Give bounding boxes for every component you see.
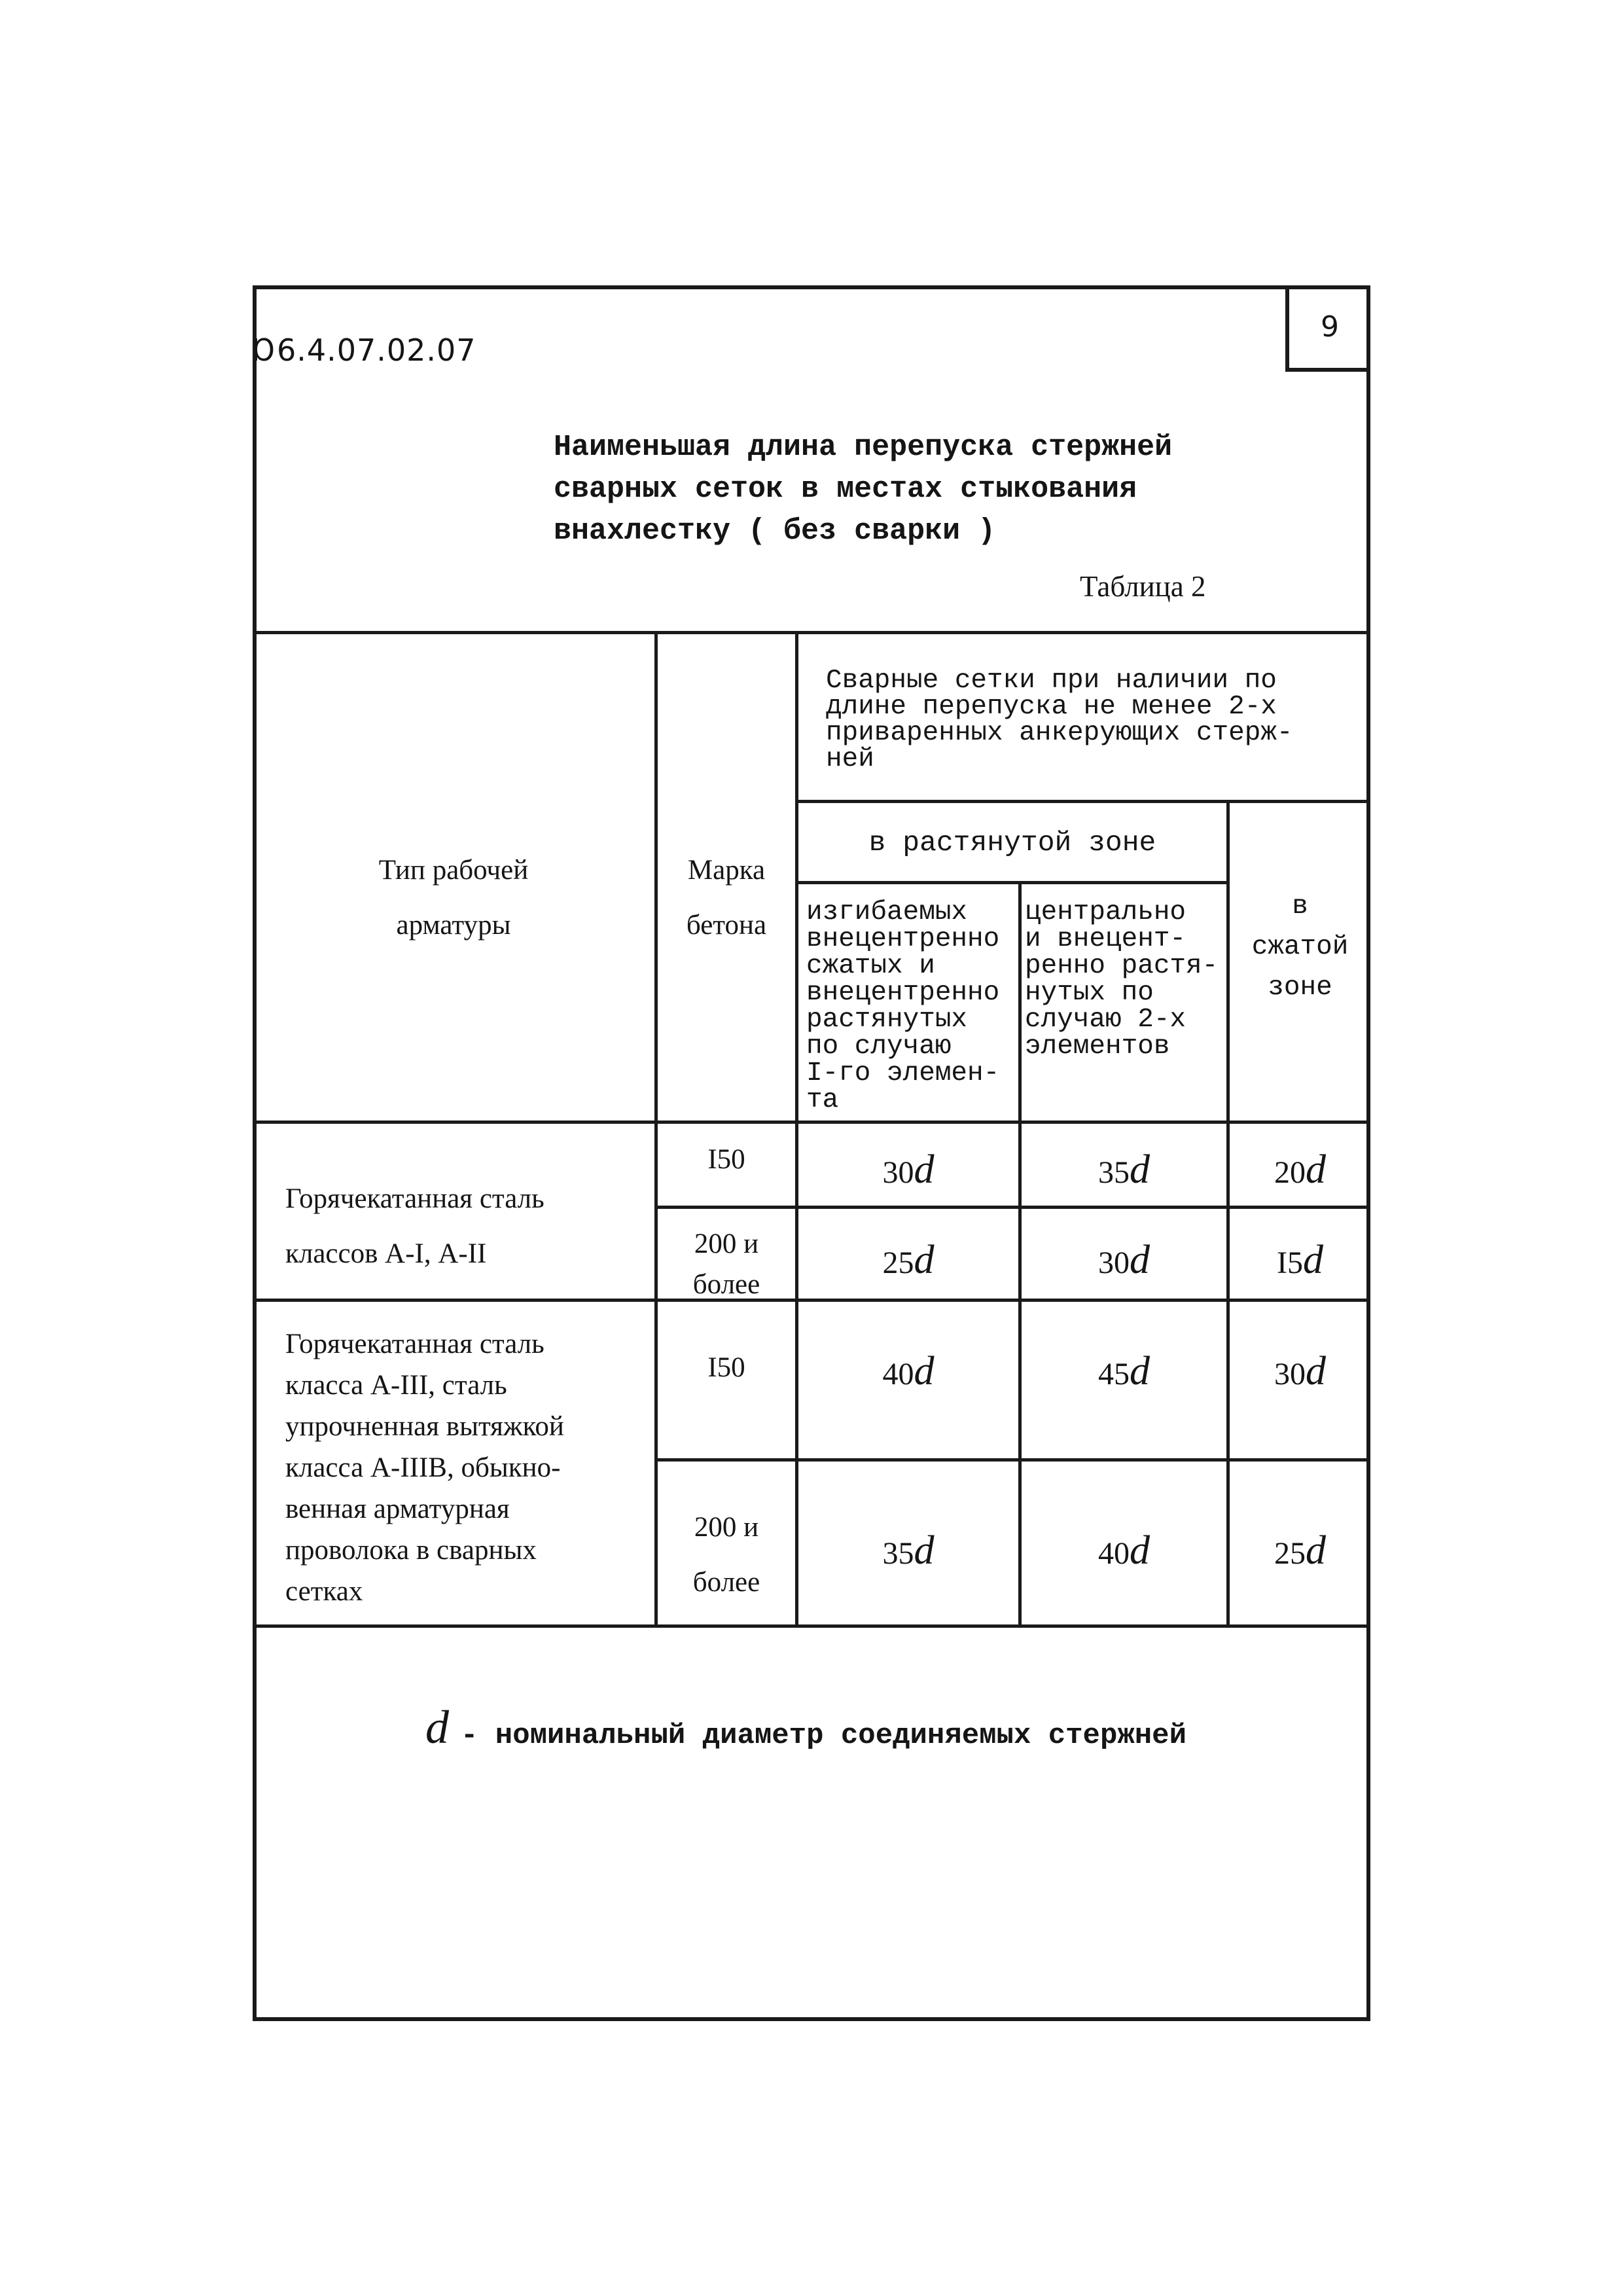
grid-line: [795, 631, 798, 1627]
diameter-symbol: d: [914, 1238, 935, 1282]
lap-length-value: 40: [882, 1357, 914, 1391]
lap-length-cell: [1022, 1147, 1226, 1193]
lap-length-cell: [1022, 1528, 1226, 1574]
grid-line: [654, 1458, 1370, 1462]
diameter-symbol: d: [1306, 1528, 1326, 1573]
lap-length-value: 30: [1098, 1246, 1130, 1280]
diameter-symbol: d: [1302, 1238, 1323, 1282]
lap-length-value: 20: [1274, 1155, 1306, 1190]
header-compressed-zone: в сжатой зоне: [1251, 891, 1349, 1003]
concrete-grade-cell: 200 и более: [692, 1512, 760, 1598]
diameter-symbol: d: [1130, 1528, 1150, 1573]
header-reinforcement-type: Тип рабочей арматуры: [378, 855, 529, 941]
lap-length-value: 45: [1098, 1357, 1130, 1391]
lap-length-value: 35: [882, 1536, 914, 1571]
lap-length-value: 25: [882, 1246, 914, 1280]
diameter-symbol: d: [1130, 1147, 1150, 1192]
lap-length-cell: [798, 1348, 1018, 1395]
lap-length-cell: [1230, 1348, 1370, 1395]
grid-line: [654, 631, 658, 1627]
steel-type-group-1: Горячекатанная сталь классов А-I, А-II: [285, 1183, 544, 1269]
title-line-1: Наименьшая длина перепуска стержней: [554, 431, 1173, 464]
table-top-line: [253, 631, 1370, 634]
lap-length-cell: [1230, 1147, 1370, 1193]
steel-type-group-2: Горячекатанная сталь класса А-III, сталь упрочненная вытяжкой класса А-IIIВ, обыкно- венная арматурная проволока в сварных сетках: [285, 1329, 564, 1607]
concrete-grade-cell: I50: [707, 1352, 745, 1383]
document-number: Ɒ6.4.07.02.07: [253, 332, 476, 368]
lap-length-cell: [1230, 1528, 1370, 1574]
concrete-grade-cell: 200 и более: [692, 1229, 760, 1300]
header-tension-zone: в растянутой зоне: [868, 827, 1156, 859]
title-line-3: внахлестку ( без сварки ): [554, 514, 996, 548]
lap-length-cell: [798, 1147, 1018, 1193]
header-central-tension: центрально и внецент- ренно растя- нутых по случаю 2-х элементов: [1025, 897, 1219, 1062]
diameter-symbol: d: [914, 1528, 935, 1573]
lap-length-cell: [798, 1237, 1018, 1283]
grid-line: [253, 1299, 1370, 1302]
lap-length-cell: [1022, 1348, 1226, 1395]
lap-length-value: 30: [1274, 1357, 1306, 1391]
concrete-grade-cell: I50: [707, 1144, 745, 1175]
lap-length-cell: [1230, 1237, 1370, 1283]
diameter-symbol: d: [1306, 1349, 1326, 1393]
grid-line: [795, 800, 1370, 803]
header-concrete-grade: Марка бетона: [686, 855, 767, 941]
footnote-text: - номинальный диаметр соединяемых стержней: [461, 1719, 1186, 1752]
grid-line: [654, 1206, 1370, 1209]
lap-length-value: 25: [1274, 1536, 1306, 1571]
title-line-2: сварных сеток в местах стыкования: [554, 473, 1137, 506]
diameter-symbol: d: [1130, 1349, 1150, 1393]
header-bending-members: изгибаемых внецентренно сжатых и внецентренно растянутых по случаю I-го элемен- та: [806, 897, 1000, 1115]
diameter-symbol: d: [1130, 1238, 1150, 1282]
diameter-symbol: d: [914, 1147, 935, 1192]
lap-length-value: 40: [1098, 1536, 1130, 1571]
lap-length-value: 35: [1098, 1155, 1130, 1190]
lap-length-cell: [1022, 1237, 1226, 1283]
table-label: Таблица 2: [1080, 570, 1206, 603]
page-number: 9: [1285, 285, 1370, 372]
footnote: [425, 1700, 1186, 1755]
lap-length-value: I5: [1277, 1246, 1303, 1280]
table-bottom-line: [253, 1624, 1370, 1628]
header-welded-meshes: Сварные сетки при наличии по длине перепуска не менее 2-х приваренных анкерующих стерж- ней: [826, 666, 1293, 774]
grid-line: [253, 1121, 1370, 1124]
diameter-symbol: d: [1306, 1147, 1326, 1192]
grid-line: [795, 881, 1226, 884]
diameter-symbol: d: [914, 1349, 935, 1393]
footnote-symbol: d: [425, 1701, 449, 1753]
lap-length-cell: [798, 1528, 1018, 1574]
lap-length-value: 30: [882, 1155, 914, 1190]
